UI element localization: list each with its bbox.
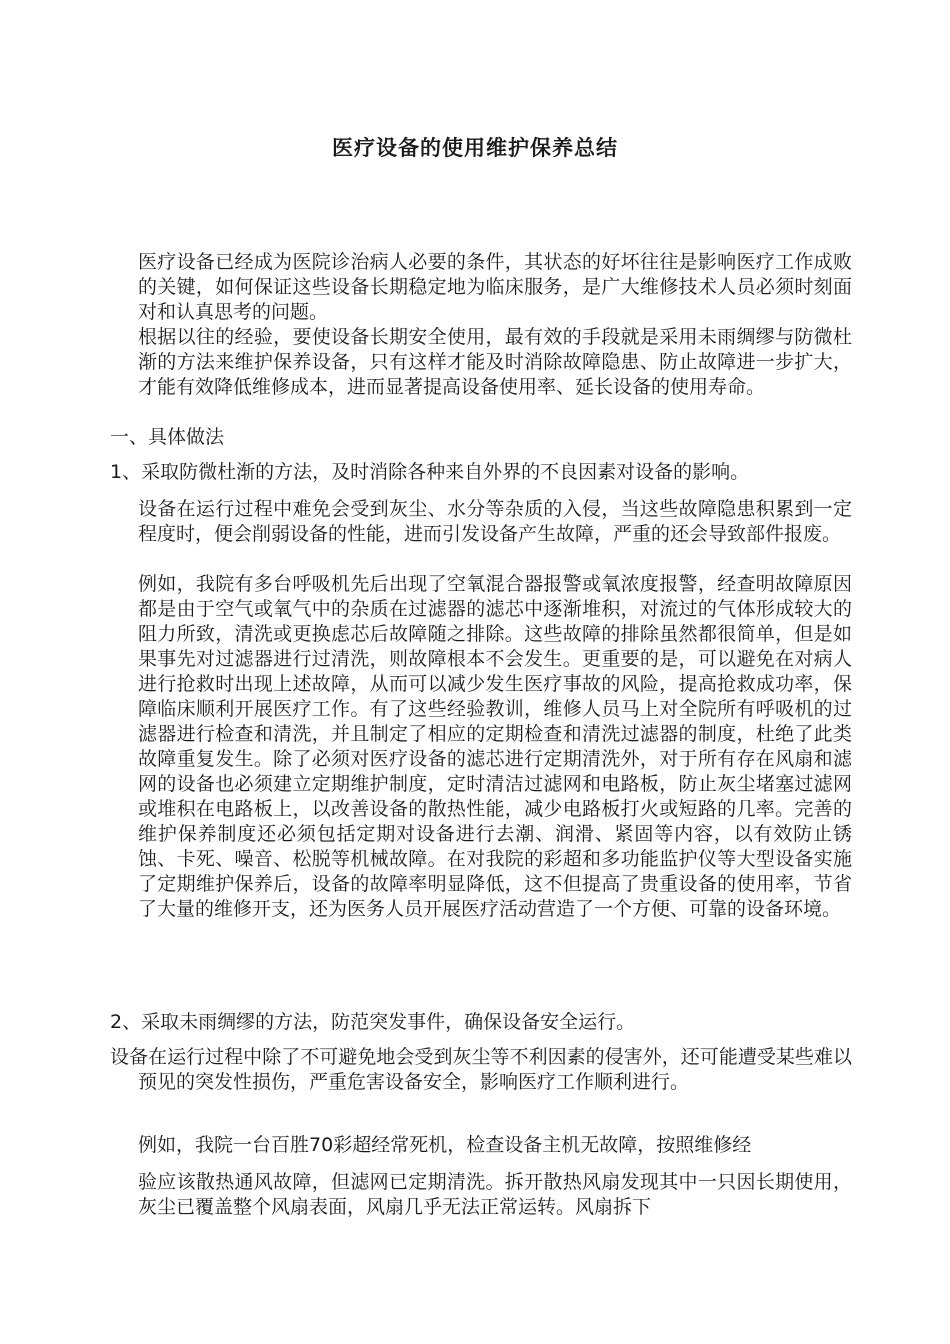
item-1-paragraph-2: 例如，我院有多台呼吸机先后出现了空氧混合器报警或氧浓度报警，经查明故障原因都是由于空气或氧气中的杂质在过滤器的滤芯中逐渐堆积，对流过的气体形成较大的阻力所致，清洗或更换虑芯后故障随之排除。这些故障的排除虽然都很简单，但是如果事先对过滤器进行过清洗，则故障根本不会发生。更重要的是，可以避免在对病人进行抢救时出现上述故障，从而可以减少发生医疗事故的风险，提高抢救成功率，保障临床顺利开展医疗工作。有了这些经验教训，维修人员马上对全院所有呼吸机的过滤器进行检查和清洗，并且制定了相应的定期检查和清洗过滤器的制度，杜绝了此类故障重复发生。除了必须对医疗设备的滤芯进行定期清洗外，对于所有存在风扇和滤网的设备也必须建立定期维护制度，定时清洁过滤网和电路板，防止灰尘堵塞过滤网或堆积在电路板上，以改善设备的散热性能，减少电路板打火或短路的几率。完善的维护保养制度还必须包括定期对设备进行去潮、润滑、紧固等内容，以有效防止锈蚀、卡死、噪音、松脱等机械故障。在对我院的彩超和多功能监护仪等大型设备实施了定期维护保养后，设备的故障率明显降低，这不但提高了贵重设备的使用率，节省了大量的维修开支，还为医务人员开展医疗活动营造了一个方便、可靠的设备环境。 bbox=[138, 573, 852, 920]
item-2-model-number: 70 bbox=[309, 1134, 334, 1156]
item-1-heading bbox=[110, 460, 870, 485]
item-2-paragraph-2 bbox=[138, 1133, 852, 1158]
item-2-paragraph-3: 验应该散热通风故障，但滤网已定期清洗。拆开散热风扇发现其中一只因长期使用，灰尘已覆盖整个风扇表面，风扇几乎无法正常运转。风扇拆下 bbox=[138, 1171, 852, 1218]
item-2-paragraph-2-start: 例如，我院一台百胜 bbox=[138, 1134, 310, 1156]
item-1-heading-text: 、采取防微杜渐的方法，及时消除各种来自外界的不良因素对设备的影响。 bbox=[122, 461, 750, 483]
item-2-paragraph-1: 设备在运行过程中除了不可避免地会受到灰尘等不利因素的侵害外，还可能遭受某些难以预见的突发性损伤，严重危害设备安全，影响医疗工作顺利进行。 bbox=[110, 1046, 852, 1093]
item-1-paragraph-1: 设备在运行过程中难免会受到灰尘、水分等杂质的入侵，当这些故障隐患积累到一定程度时，便会削弱设备的性能，进而引发设备产生故障，严重的还会导致部件报废。 bbox=[138, 498, 852, 545]
item-2-number: 2 bbox=[110, 1011, 123, 1033]
item-2-paragraph-2-end: 彩超经常死机，检查设备主机无故障，按照维修经 bbox=[333, 1134, 752, 1156]
document-title: 医疗设备的使用维护保养总结 bbox=[332, 135, 618, 160]
section-heading-1: 一、具体做法 bbox=[110, 426, 225, 448]
item-2-heading bbox=[110, 1010, 870, 1035]
intro-paragraph-1: 医疗设备已经成为医院诊治病人必要的条件，其状态的好坏往往是影响医疗工作成败的关键，如何保证这些设备长期稳定地为临床服务，是广大维修技术人员必须时刻面对和认真思考的问题。 bbox=[138, 251, 852, 323]
item-2-heading-text: 、采取未雨绸缪的方法，防范突发事件，确保设备安全运行。 bbox=[122, 1011, 636, 1033]
item-1-number: 1 bbox=[110, 461, 123, 483]
intro-paragraph-2: 根据以往的经验，要使设备长期安全使用，最有效的手段就是采用未雨绸缪与防微杜渐的方法来维护保养设备，只有这样才能及时消除故障隐患、防止故障进一步扩大，才能有效降低维修成本，进而显著提高设备使用率、延长设备的使用寿命。 bbox=[138, 326, 852, 398]
